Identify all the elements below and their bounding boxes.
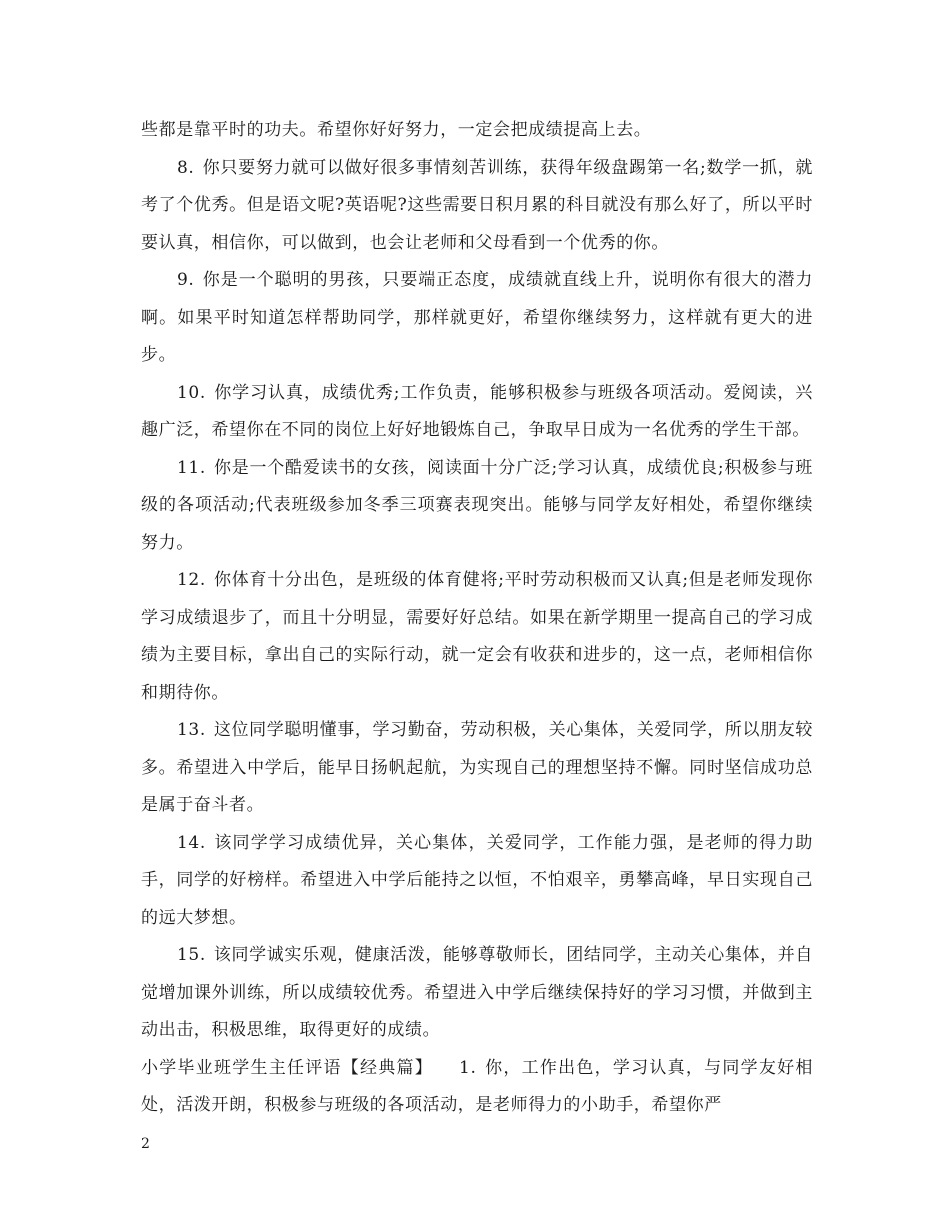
section-paragraph <box>141 1050 813 1125</box>
item-number: 11. <box>177 457 206 478</box>
section-title: 小学毕业班学生主任评语【经典篇】 <box>141 1057 434 1078</box>
item-number: 9. <box>177 270 195 290</box>
item-text: 该同学诚实乐观，健康活泼，能够尊敬师长，团结同学，主动关心集体，并自觉增加课外训练，所以成绩较优秀。希望进入中学后继续保持好的学习习惯，并做到主动出击，积极思维，取得更好的成绩。 <box>141 945 813 1040</box>
comment-item-12 <box>141 562 813 712</box>
comment-item-15 <box>141 937 813 1050</box>
item-text: 该同学学习成绩优异，关心集体，关爱同学，工作能力强，是老师的得力助手，同学的好榜样。希望进入中学后能持之以恒，不怕艰辛，勇攀高峰，早日实现自己的远大梦想。 <box>141 832 813 928</box>
item-number: 12. <box>177 570 206 590</box>
item-text: 你是一个聪明的男孩，只要端正态度，成绩就直线上升，说明你有很大的潜力啊。如果平时知道怎样帮助同学，那样就更好，希望你继续努力，这样就有更大的进步。 <box>141 270 813 365</box>
item-number: 14. <box>177 832 206 853</box>
comment-item-11 <box>141 450 813 563</box>
comment-item-9 <box>141 262 813 375</box>
document-body <box>141 112 813 1125</box>
item-text: 你体育十分出色，是班级的体育健将;平时劳动积极而又认真;但是老师发现你学习成绩退步了，而且十分明显，需要好好总结。如果在新学期里一提高自己的学习成绩为主要目标，拿出自己的实际行动，就一定会有收获和进步的，这一点，老师相信你和期待你。 <box>141 570 813 703</box>
item-text: 你学习认真，成绩优秀;工作负责，能够积极参与班级各项活动。爱阅读，兴趣广泛，希望你在不同的岗位上好好地锻炼自己，争取早日成为一名优秀的学生干部。 <box>141 382 813 440</box>
comment-item-8 <box>141 150 813 263</box>
page-number: 2 <box>141 1136 150 1152</box>
item-text: 你，工作出色，学习认真，与同学友好相处，活泼开朗，积极参与班级的各项活动，是老师得力的小助手，希望你严 <box>141 1057 813 1115</box>
item-number: 15. <box>177 945 206 965</box>
item-text: 你是一个酷爱读书的女孩，阅读面十分广泛;学习认真，成绩优良;积极参与班级的各项活动;代表班级参加冬季三项赛表现突出。能够与同学友好相处，希望你继续努力。 <box>141 457 813 553</box>
item-number: 8. <box>177 157 195 178</box>
item-text: 这位同学聪明懂事，学习勤奋，劳动积极，关心集体，关爱同学，所以朋友较多。希望进入中学后，能早日扬帆起航，为实现自己的理想坚持不懈。同时坚信成功总是属于奋斗者。 <box>141 720 813 815</box>
item-number: 1. <box>459 1057 477 1078</box>
comment-item-10 <box>141 375 813 450</box>
comment-item-14 <box>141 825 813 938</box>
item-number: 13. <box>177 720 206 740</box>
continuation-paragraph: 些都是靠平时的功夫。希望你好好努力，一定会把成绩提高上去。 <box>141 120 652 140</box>
comment-item-13 <box>141 712 813 825</box>
item-text: 你只要努力就可以做好很多事情刻苦训练，获得年级盘踢第一名;数学一抓，就考了个优秀。但是语文呢?英语呢?这些需要日积月累的科目就没有那么好了，所以平时要认真，相信你，可以做到，也会让老师和父母看到一个优秀的你。 <box>141 157 813 253</box>
item-number: 10. <box>177 382 206 403</box>
